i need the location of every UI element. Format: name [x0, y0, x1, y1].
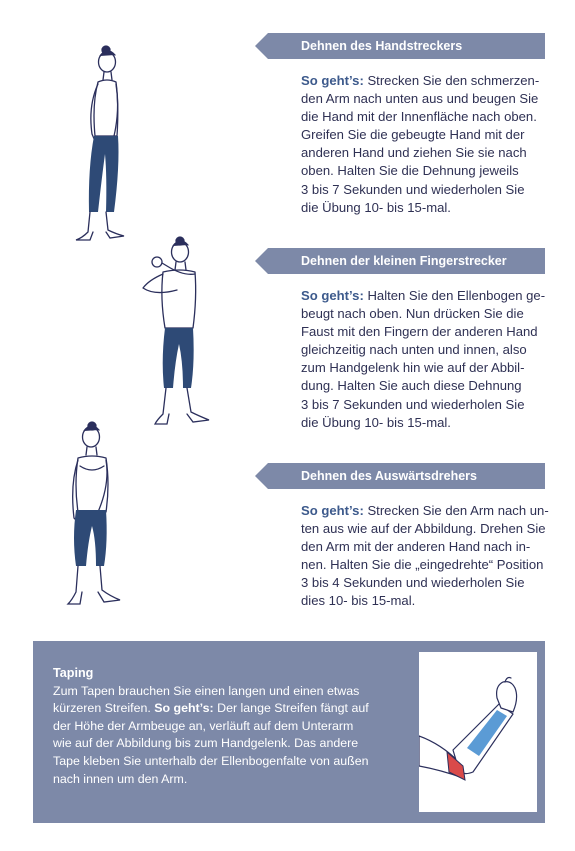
exercise-3-line-3: den Arm mit der anderen Hand nach in-: [301, 539, 531, 555]
exercise-3-line-2: ten aus wie auf der Abbildung. Drehen Sie: [301, 521, 546, 537]
taped-forearm-illustration: [419, 652, 537, 812]
exercise-2-line-7: 3 bis 7 Sekunden und wiederholen Sie: [301, 396, 525, 412]
taping-line-2-pre: kürzeren Streifen.: [53, 701, 155, 716]
exercise-3-line-5: 3 bis 4 Sekunden und wiederholen Sie: [301, 575, 525, 591]
exercise-1-text: [301, 72, 541, 217]
woman-stretching-wrist-extensor-figure: [62, 44, 142, 249]
exercise-2-line-1: Halten Sie den Ellenbogen ge-: [363, 288, 546, 303]
exercise-2-line-6: dung. Halten Sie auch diese Dehnung: [301, 378, 522, 394]
taping-line-6: nach innen um den Arm.: [53, 771, 188, 786]
exercise-1-title: Dehnen des Handstreckers: [301, 39, 463, 53]
exercise-1-header: [255, 33, 545, 59]
taping-title: Taping: [53, 666, 94, 680]
exercise-1-line-4: Greifen Sie die gebeugte Hand mit der: [301, 127, 525, 143]
woman-stretching-supinator-figure: [58, 420, 128, 610]
taping-line-5: Tape kleben Sie unterhalb der Ellenbogenfalte von außen: [53, 753, 369, 768]
taped-arm-icon: [419, 652, 537, 812]
exercise-1-line-3: die Hand mit der Innenfläche nach oben.: [301, 109, 537, 125]
exercise-1-lead: So geht’s:: [301, 73, 364, 88]
exercise-2-line-3: Faust mit den Fingern der anderen Hand: [301, 324, 538, 340]
exercise-2-line-5: zum Handgelenk hin wie auf der Abbil-: [301, 360, 525, 376]
exercise-3-line-4: nen. Halten Sie die „eingedrehte“ Position: [301, 557, 544, 573]
exercise-3-title: Dehnen des Auswärtsdrehers: [301, 469, 477, 483]
exercise-3-header: [255, 463, 545, 489]
exercise-1-line-5: anderen Hand und ziehen Sie sie nach: [301, 145, 527, 161]
exercise-1-line-6: oben. Halten Sie die Dehnung jeweils: [301, 163, 519, 179]
taping-line-1: Zum Tapen brauchen Sie einen langen und einen etwas: [53, 683, 360, 698]
exercise-2-line-4: gleichzeitig nach unten und innen, also: [301, 342, 527, 358]
exercise-3-line-1: Strecken Sie den Arm nach un-: [363, 503, 549, 518]
woman-stretching-finger-extensors-figure: [135, 236, 220, 431]
exercise-1-line-2: den Arm nach unten aus und beugen Sie: [301, 91, 539, 107]
taping-lead: So geht’s:: [154, 701, 214, 716]
exercise-3-lead: So geht’s:: [301, 503, 364, 518]
exercise-2-line-8: die Übung 10- bis 15-mal.: [301, 414, 451, 430]
exercise-1-line-8: die Übung 10- bis 15-mal.: [301, 199, 451, 215]
taping-line-2-post: Der lange Streifen fängt auf: [213, 701, 369, 716]
exercise-3-line-6: dies 10- bis 15-mal.: [301, 593, 416, 609]
exercise-1-line-7: 3 bis 7 Sekunden und wiederholen Sie: [301, 181, 525, 197]
taping-line-4: wie auf der Abbildung bis zum Handgelenk. Das andere: [53, 736, 359, 751]
exercise-2-text: [301, 287, 546, 432]
exercise-2-header: [255, 248, 545, 274]
taping-line-3: der Höhe der Armbeuge an, verläuft auf dem Unterarm: [53, 718, 354, 733]
exercise-1-line-1: Strecken Sie den schmerzen-: [363, 73, 540, 88]
taping-box: [33, 641, 545, 823]
exercise-2-line-2: beugt nach oben. Nun drücken Sie die: [301, 306, 524, 322]
taping-text: [53, 665, 398, 788]
exercise-2-lead: So geht’s:: [301, 288, 364, 303]
exercise-2-title: Dehnen der kleinen Fingerstrecker: [301, 254, 507, 268]
exercise-3-text: [301, 502, 549, 611]
